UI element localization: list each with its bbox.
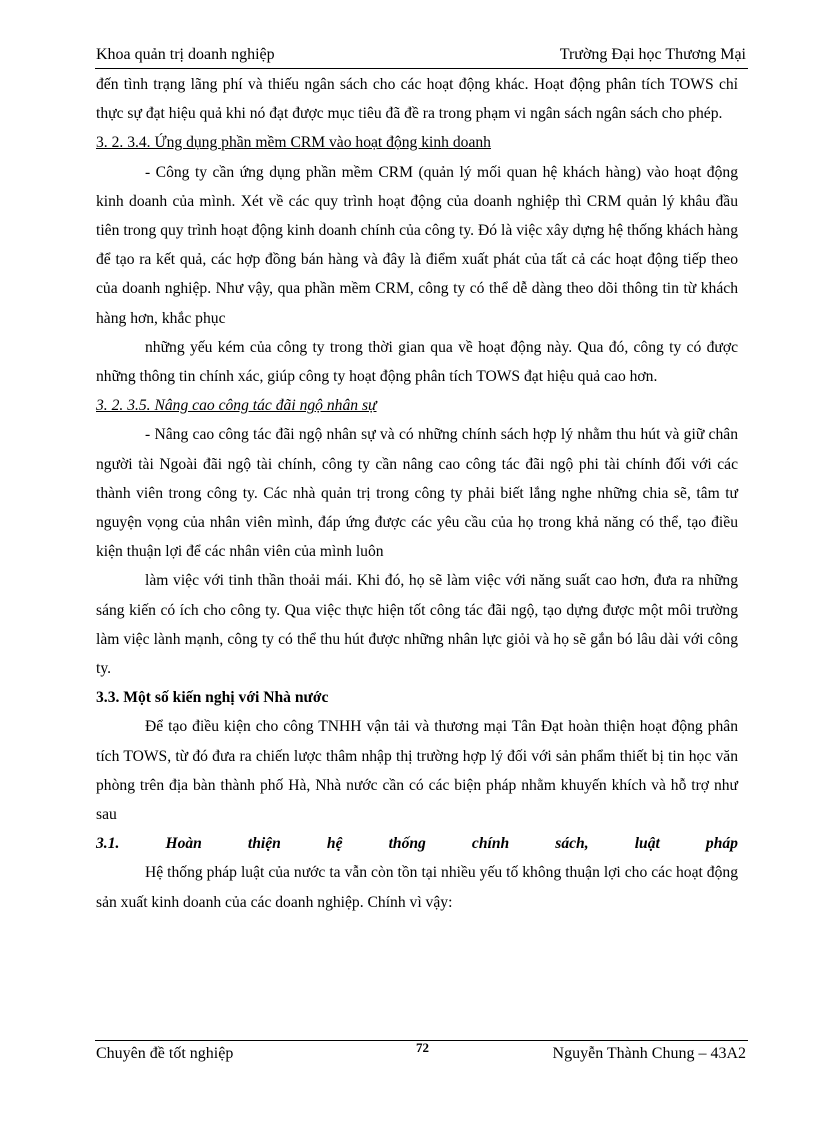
footer-right: Nguyễn Thành Chung – 43A2 bbox=[552, 1045, 746, 1062]
heading-word: thống bbox=[388, 835, 426, 853]
header-left: Khoa quản trị doanh nghiệp bbox=[96, 46, 275, 63]
section-heading: 3. 2. 3.4. Ứng dụng phần mềm CRM vào hoạt động kinh doanh bbox=[96, 134, 491, 152]
body-paragraph: - Công ty cần ứng dụng phần mềm CRM (quản lý mối quan hệ khách hàng) vào hoạt động kinh doanh của mình. Xét về các quy trình hoạt động của doanh nghiệp thì CRM quản lý khâu đầu tiên trong quy trình hoạt động kinh doanh chính của công ty. Đó là việc xây dựng hệ thống khách hàng để tạo ra kết quả, các hợp đồng bán hàng và đây là điểm xuất phát của tất cả các hoạt động tiếp theo của doanh nghiệp. Như vậy, qua phần mềm CRM, công ty có thể dễ dàng theo dõi thông tin từ khách hàng hơn, khắc phục bbox=[96, 163, 738, 327]
page-body bbox=[96, 70, 738, 917]
section-heading-3-1 bbox=[96, 829, 738, 858]
body-paragraph: đến tình trạng lãng phí và thiếu ngân sách cho các hoạt động khác. Hoạt động phân tích TOWS chỉ thực sự đạt hiệu quả khi nó đạt được mục tiêu đã đề ra trong phạm vi ngân sách ngân sách cho phép. bbox=[96, 76, 738, 123]
page-number: 72 bbox=[416, 1040, 429, 1055]
body-paragraph: - Nâng cao công tác đãi ngộ nhân sự và có những chính sách hợp lý nhằm thu hút và giữ chân người tài Ngoài đãi ngộ tài chính, công ty cần nâng cao công tác đãi ngộ phi tài chính đối với các thành viên trong công ty. Các nhà quản trị trong công ty phải biết lắng nghe những chia sẽ, tâm tư nguyện vọng của nhân viên mình, đáp ứng được các yêu cầu của họ trong khả năng có thể, tạo điều kiện thuận lợi để các nhân viên của mình luôn bbox=[96, 426, 738, 561]
section-heading: 3. 2. 3.5. Nâng cao công tác đãi ngộ nhân sự bbox=[96, 397, 377, 415]
header-right: Trường Đại học Thương Mại bbox=[559, 46, 746, 63]
body-paragraph: những yếu kém của công ty trong thời gian qua về hoạt động này. Qua đó, công ty có được những thông tin chính xác, giúp công ty hoạt động phân tích TOWS đạt hiệu quả cao hơn. bbox=[96, 338, 738, 386]
heading-word: Hoàn bbox=[165, 835, 202, 853]
header-rule bbox=[95, 68, 748, 69]
heading-word: thiện bbox=[247, 835, 281, 853]
body-paragraph: làm việc với tinh thần thoải mái. Khi đó, họ sẽ làm việc với năng suất cao hơn, đưa ra những sáng kiến có ích cho công ty. Qua việc thực hiện tốt công tác đãi ngộ, tạo dựng được một môi trường làm việc lành mạnh, công ty có thể thu hút được những nhân lực giỏi và họ sẽ gắn bó lâu dài với công ty. bbox=[96, 572, 738, 678]
heading-word: sách, bbox=[555, 835, 589, 853]
heading-word: luật bbox=[634, 835, 660, 853]
heading-word: 3.1. bbox=[96, 835, 120, 853]
heading-word: pháp bbox=[705, 835, 738, 853]
body-paragraph: Hệ thống pháp luật của nước ta vẫn còn tồn tại nhiều yếu tố không thuận lợi cho các hoạt động sản xuất kinh doanh của các doanh nghiệp. Chính vì vậy: bbox=[96, 864, 738, 911]
heading-word: hệ bbox=[326, 835, 343, 853]
section-heading: 3.3. Một số kiến nghị với Nhà nước bbox=[96, 689, 329, 707]
body-paragraph: Để tạo điều kiện cho công TNHH vận tải và thương mại Tân Đạt hoàn thiện hoạt động phân tích TOWS, từ đó đưa ra chiến lược thâm nhập thị trường hợp lý đối với sản phẩm thiết bị tin học văn phòng trên địa bàn thành phố Hà, Nhà nước cần có các biện pháp nhằm khuyến khích và hỗ trợ như sau bbox=[96, 718, 738, 824]
heading-word: chính bbox=[471, 835, 510, 853]
footer-left: Chuyên đề tốt nghiệp bbox=[96, 1045, 234, 1062]
